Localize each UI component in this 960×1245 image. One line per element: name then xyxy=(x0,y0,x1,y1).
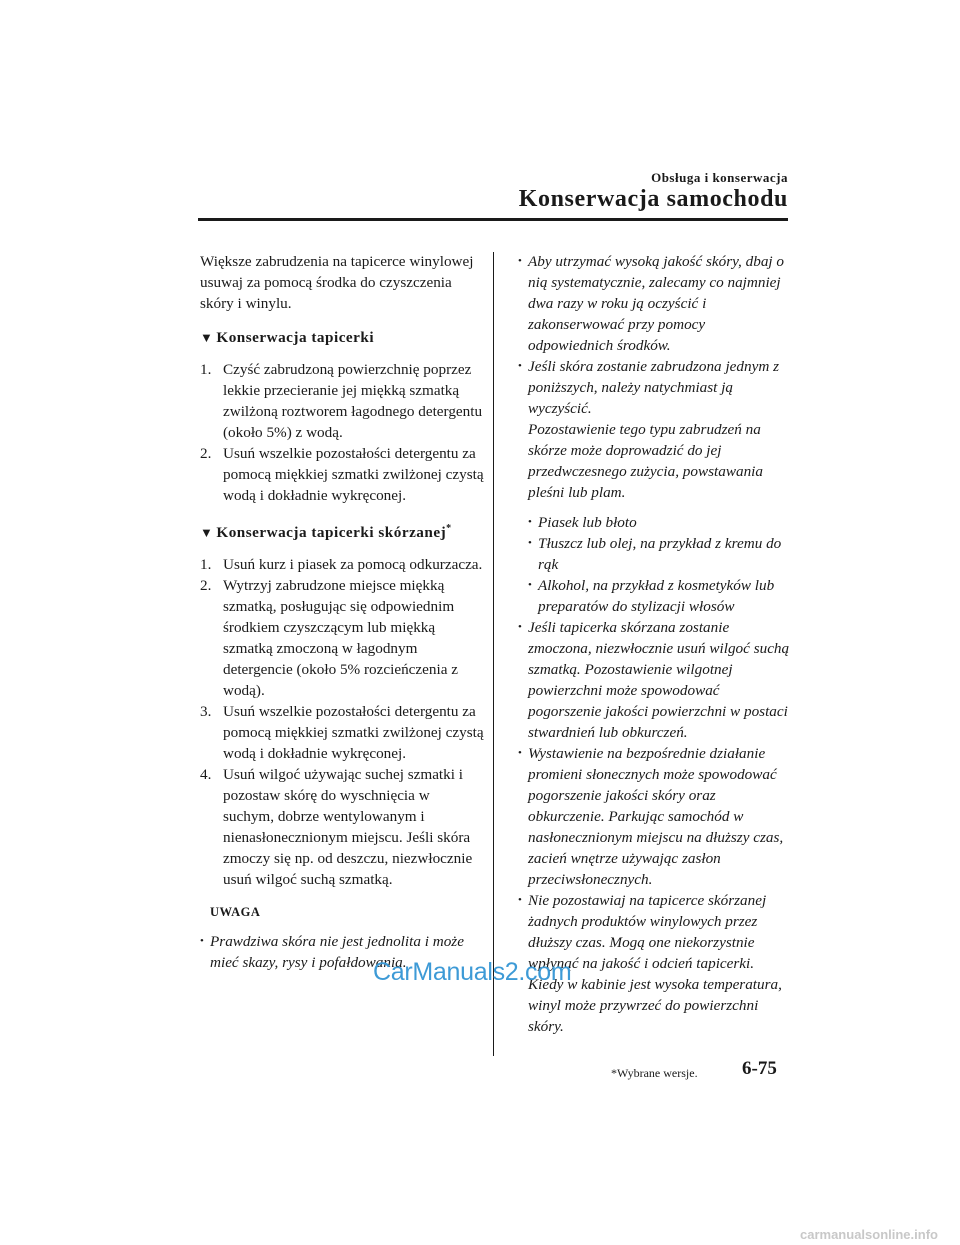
tip-text: Jeśli tapicerka skórzana zostanie zmoczona, niezwłocznie usuń wilgoć suchą szmatką. Pozostawienie wilgotnej powierzchni może spowodować pogorszenie jakości powierzchni w postaci stwardnień lub obkurczeń. xyxy=(528,619,790,741)
sub-item xyxy=(518,512,793,533)
step-item xyxy=(200,575,484,701)
heading-upholstery xyxy=(200,327,484,348)
step-text: Wytrzyj zabrudzone miejsce miękką szmatką, posługując się odpowiednim środkiem czyszczącym lub miękką szmatką zmoczoną w łagodnym detergencie (około 5% rozcieńczenia z wodą). xyxy=(223,577,458,700)
bullet-icon: • xyxy=(518,894,522,906)
page-number: 6-75 xyxy=(742,1058,777,1079)
step-text: Usuń wilgoć używając suchej szmatki i pozostaw skórę do wyschnięcia w suchym, dobrze wentylowanym i nienasłonecznionym miejscu. Jeśli skóra zmoczy się np. od deszczu, niezwłocznie usuń wilgoć suchą szmatką. xyxy=(223,766,473,889)
triangle-down-icon: ▼ xyxy=(200,525,214,541)
step-item xyxy=(200,359,484,443)
bullet-icon: • xyxy=(528,579,532,591)
sub-text: Tłuszcz lub olej, na przykład z kremu do rąk xyxy=(538,535,782,573)
site-footer: carmanualsonline.info xyxy=(800,1227,938,1242)
bullet-icon: • xyxy=(518,747,522,759)
header-rule xyxy=(198,218,788,221)
intro-paragraph: Większe zabrudzenia na tapicerce winylowej usuwaj za pomocą środka do czyszczenia skóry i winylu. xyxy=(200,253,474,312)
step-number: 1. xyxy=(200,556,212,574)
bullet-icon: • xyxy=(518,360,522,372)
tip-item xyxy=(518,617,793,743)
optional-mark: * xyxy=(446,523,452,534)
page-title: Konserwacja samochodu xyxy=(518,186,788,212)
bullet-icon: • xyxy=(518,621,522,633)
sub-item xyxy=(518,575,793,617)
step-number: 1. xyxy=(200,361,212,378)
step-text: Czyść zabrudzoną powierzchnię poprzez lekkie przecieranie jej miękką szmatką zwilżoną roztworem łagodnego detergentu (około 5%) z wodą. xyxy=(223,361,483,441)
triangle-down-icon: ▼ xyxy=(200,330,214,345)
step-number: 3. xyxy=(200,703,212,721)
step-item xyxy=(200,764,484,890)
watermark-logo: CarManuals2.com xyxy=(373,958,572,986)
column-divider xyxy=(493,252,494,1056)
heading-upholstery-text: Konserwacja tapicerki xyxy=(216,329,375,346)
step-item xyxy=(200,443,484,506)
tip-text: Aby utrzymać wysoką jakość skóry, dbaj o nią systematycznie, zalecamy co najmniej dwa razy w roku ją oczyścić i zakonserwować przy pomocy odpowiednich środków. xyxy=(528,253,785,354)
bullet-icon: • xyxy=(518,255,522,267)
section-label: Obsługa i konserwacja xyxy=(651,170,788,185)
tip-text: Jeśli skóra zostanie zabrudzona jednym z poniższych, należy natychmiast ją wyczyścić. xyxy=(528,358,780,417)
leather-steps xyxy=(200,554,484,890)
upholstery-steps xyxy=(200,359,484,506)
step-text: Usuń wszelkie pozostałości detergentu za pomocą miękkiej szmatki zwilżonej czystą wodą i dokładnie wykręconej. xyxy=(223,445,484,504)
bullet-icon: • xyxy=(528,516,532,528)
step-text: Usuń wszelkie pozostałości detergentu za pomocą miękkiej szmatki zwilżonej czystą wodą i dokładnie wykręconej. xyxy=(223,703,484,763)
heading-leather-text: Konserwacja tapicerki skórzanej xyxy=(216,524,447,542)
sub-text: Piasek lub błoto xyxy=(538,514,637,531)
tip-text: Wystawienie na bezpośrednie działanie promieni słonecznych może spowodować pogorszenie jakości skóry oraz obkurczenie. Parkując samochód w nasłonecznionym miejscu na dłuższy czas, zacień wnętrze używając zasłon przeciwsłonecznych. xyxy=(528,745,784,888)
left-column xyxy=(200,251,484,973)
tip-text-continued: Pozostawienie tego typu zabrudzeń na skórze może doprowadzić do jej przedwczesnego zużycia, powstawania pleśni lub plam. xyxy=(528,421,763,501)
heading-leather xyxy=(200,518,484,543)
tip-item xyxy=(518,251,793,356)
step-number: 2. xyxy=(200,577,212,595)
sub-text: Alkohol, na przykład z kosmetyków lub preparatów do stylizacji włosów xyxy=(538,577,775,615)
step-item xyxy=(200,701,484,764)
bullet-icon: • xyxy=(200,935,204,948)
right-column xyxy=(518,251,793,1037)
note-text: Prawdziwa skóra nie jest jednolita i może mieć skazy, rysy i pofałdowania. xyxy=(210,933,464,972)
footnote: *Wybrane wersje. xyxy=(611,1066,698,1080)
tip-item xyxy=(518,743,793,890)
leather-tips-list xyxy=(518,251,793,1037)
note-label: UWAGA xyxy=(210,905,261,920)
step-number: 4. xyxy=(200,766,212,784)
step-item xyxy=(200,554,484,575)
bullet-icon: • xyxy=(528,537,532,549)
step-number: 2. xyxy=(200,445,212,462)
tip-item xyxy=(518,356,793,503)
step-text: Usuń kurz i piasek za pomocą odkurzacza. xyxy=(223,556,483,574)
sub-item xyxy=(518,533,793,575)
tip-text: Nie pozostawiaj na tapicerce skórzanej żadnych produktów winylowych przez dłuższy czas. Mogą one niekorzystnie wpłynąć na jakość i odcień tapicerki. Kiedy w kabinie jest wysoka temperatura, winyl może przywrzeć do powierzchni skóry. xyxy=(528,892,782,1035)
